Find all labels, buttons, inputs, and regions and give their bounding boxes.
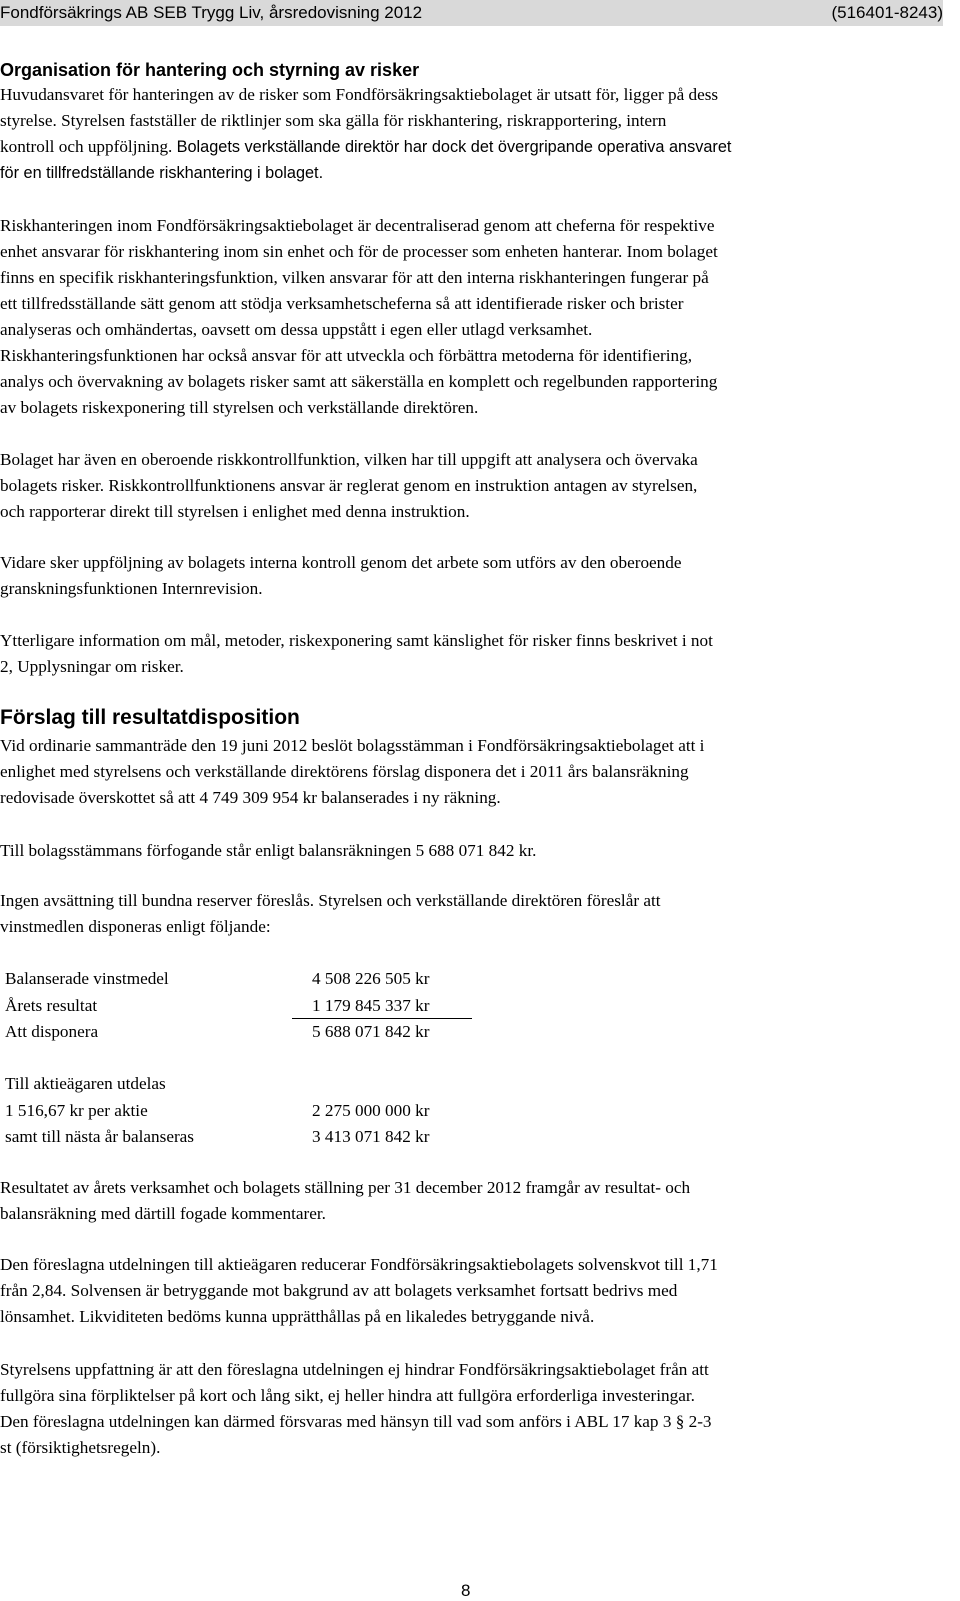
paragraph-proposal: [0, 888, 945, 940]
text-line: för en tillfredställande riskhantering i bolaget.: [0, 164, 324, 182]
paragraph-risk-management: [0, 213, 945, 421]
text-line: Till bolagsstämmans förfogande står enligt balansräkningen 5 688 071 842 kr.: [0, 841, 537, 860]
table-row: [5, 993, 485, 1020]
text-line: st (försiktighetsregeln).: [0, 1438, 161, 1457]
text-line: Ytterligare information om mål, metoder, riskexponering samt känslighet för risker finns beskrivet i not: [0, 631, 713, 650]
text-line: Den föreslagna utdelningen kan därmed försvaras med hänsyn till vad som anförs i ABL 17 kap 3 § 2-3: [0, 1412, 712, 1431]
text-line: balansräkning med därtill fogade kommentarer.: [0, 1204, 326, 1223]
row-label: Att disponera: [5, 1022, 99, 1041]
row-label: 1 516,67 kr per aktie: [5, 1100, 148, 1120]
row-value: 3 413 071 842 kr: [312, 1127, 430, 1146]
row-label: Till aktieägaren utdelas: [5, 1074, 166, 1093]
row-value: 4 508 226 505 kr: [312, 969, 430, 988]
text-line: enlighet med styrelsens och verkställande direktörens förslag disponera det i 2011 års balansräkning: [0, 762, 689, 781]
row-label: Årets resultat: [5, 995, 98, 1015]
dividend-table: [5, 1071, 485, 1151]
header-title: Fondförsäkrings AB SEB Trygg Liv, årsredovisning 2012: [0, 3, 423, 22]
section-heading-result-disposition: Förslag till resultatdisposition: [0, 706, 300, 729]
text-line: analys och övervakning av bolagets risker samt att säkerställa en komplett och regelbunden rapportering: [0, 372, 718, 391]
row-value: 5 688 071 842 kr: [312, 1022, 430, 1041]
text-line: Ingen avsättning till bundna reserver föreslås. Styrelsen och verkställande direktören föreslår att: [0, 891, 661, 910]
text-line: enhet ansvarar för riskhantering inom sin enhet och för de processer som enheten hanterar. Inom bolaget: [0, 242, 718, 261]
row-value: 2 275 000 000 kr: [312, 1100, 430, 1120]
paragraph-further-information: [0, 628, 945, 680]
text-line: styrelse. Styrelsen fastställer de riktlinjer som ska gälla för riskhantering, riskrapportering, intern: [0, 111, 667, 130]
text-line: Bolaget har även en oberoende riskkontrollfunktion, vilken har till uppgift att analysera och övervaka: [0, 450, 698, 469]
text-line: och rapporterar direkt till styrelsen i enlighet med denna instruktion.: [0, 502, 470, 521]
paragraph-available-funds: [0, 838, 945, 864]
table-row: [5, 1071, 485, 1098]
section-heading-risk-organisation: Organisation för hantering och styrning av risker: [0, 60, 420, 80]
table-row: [5, 1019, 485, 1046]
header-org-number: (516401-8243): [831, 3, 943, 22]
text-line: Vidare sker uppföljning av bolagets interna kontroll genom det arbete som utförs av den oberoende: [0, 553, 682, 572]
text-line: av bolagets riskexponering till styrelsen och verkställande direktören.: [0, 398, 479, 417]
paragraph-annual-meeting: [0, 733, 945, 811]
text-line: analyseras och omhändertas, oavsett om dessa uppstått i egen eller utlagd verksamhet.: [0, 320, 593, 339]
text-line: Resultatet av årets verksamhet och bolagets ställning per 31 december 2012 framgår av resultat- och: [0, 1178, 691, 1197]
text-line: Vid ordinarie sammanträde den 19 juni 2012 beslöt bolagsstämman i Fondförsäkringsaktiebolaget att i: [0, 736, 705, 755]
table-row: [5, 966, 485, 993]
paragraph-risk-responsibility: [0, 82, 945, 186]
page-number: 8: [461, 1581, 471, 1600]
text-line: ett tillfredsställande sätt genom att stödja verksamhetscheferna så att identifierade risker och brister: [0, 294, 684, 313]
paragraph-risk-control: [0, 447, 945, 525]
text-line: redovisade överskottet så att 4 749 309 954 kr balanserades i ny räkning.: [0, 788, 501, 807]
table-row: [5, 1098, 485, 1125]
table-row: [5, 1124, 485, 1151]
text-line: 2, Upplysningar om risker.: [0, 657, 184, 676]
text-line: bolagets risker. Riskkontrollfunktionens ansvar är reglerat genom en instruktion antagen av styrelsen,: [0, 476, 698, 495]
text-line: Huvudansvaret för hanteringen av de risker som Fondförsäkringsaktiebolaget är utsatt för, ligger på dess: [0, 85, 719, 104]
paragraph-result-statement: [0, 1175, 945, 1227]
text-line: granskningsfunktionen Internrevision.: [0, 579, 263, 598]
row-label: samt till nästa år balanseras: [5, 1127, 194, 1146]
text-line: [0, 134, 945, 160]
paragraph-solvency: [0, 1252, 945, 1330]
text-segment: kontroll och uppföljning.: [0, 137, 173, 156]
text-line: lönsamhet. Likviditeten bedöms kunna upprätthållas på en likaledes betryggande nivå.: [0, 1307, 595, 1326]
text-line: Styrelsens uppfattning är att den föreslagna utdelningen ej hindrar Fondförsäkringsaktiebolaget från att: [0, 1360, 709, 1379]
text-line: fullgöra sina förpliktelser på kort och lång sikt, ej heller hindra att fullgöra erforderliga investeringar.: [0, 1386, 695, 1405]
page-header: [0, 0, 943, 26]
text-line: Riskhanteringsfunktionen har också ansvar för att utveckla och förbättra metoderna för identifiering,: [0, 346, 693, 365]
row-label: Balanserade vinstmedel: [5, 969, 169, 988]
text-line: Riskhanteringen inom Fondförsäkringsaktiebolaget är decentraliserad genom att cheferna för respektive: [0, 216, 715, 235]
disposition-table: [5, 966, 485, 1046]
paragraph-internal-audit: [0, 550, 945, 602]
paragraph-board-opinion: [0, 1357, 945, 1461]
text-line: finns en specifik riskhanteringsfunktion, vilken ansvarar för att den interna riskhanteringen fungerar på: [0, 268, 709, 287]
text-segment: Bolagets verkställande direktör har dock det övergripande operativa ansvaret: [176, 138, 732, 156]
row-value: 1 179 845 337 kr: [312, 995, 430, 1015]
text-line: vinstmedlen disponeras enligt följande:: [0, 917, 271, 936]
text-line: från 2,84. Solvensen är betryggande mot bakgrund av att bolagets verksamhet fortsatt bedrivs med: [0, 1281, 678, 1300]
text-line: Den föreslagna utdelningen till aktieägaren reducerar Fondförsäkringsaktiebolagets solvenskvot till 1,71: [0, 1255, 718, 1274]
